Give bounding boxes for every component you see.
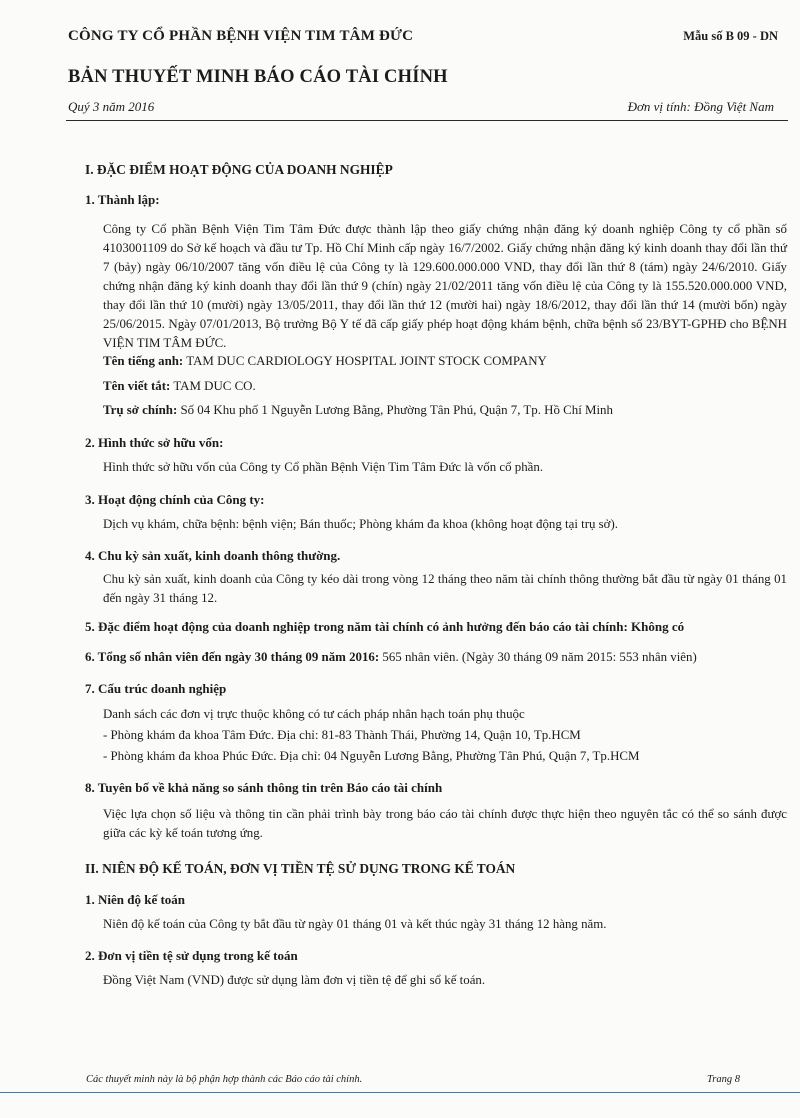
- s2-1-heading: 1. Niên độ kế toán: [85, 892, 186, 907]
- document-title: BẢN THUYẾT MINH BÁO CÁO TÀI CHÍNH: [68, 67, 448, 87]
- short-name-row: [103, 379, 256, 394]
- s1-2-heading: 2. Hình thức sở hữu vốn:: [85, 435, 224, 450]
- s2-2-heading: 2. Đơn vị tiền tệ sử dụng trong kế toán: [85, 948, 298, 963]
- s1-8-body: Việc lựa chọn số liệu và thông tin cần phải trình bày trong báo cáo tài chính được thực hiện theo nguyên tắc có thể so sánh được giữa các kỳ kế toán tương ứng.: [103, 807, 787, 840]
- footer-divider: [0, 1092, 800, 1093]
- s1-7-item: - Phòng khám đa khoa Tâm Đức. Địa chỉ: 81-83 Thành Thái, Phường 14, Quận 10, Tp.HCM: [103, 728, 581, 742]
- currency-unit: Đơn vị tính: Đồng Việt Nam: [627, 99, 774, 114]
- company-name: CÔNG TY CỔ PHẦN BỆNH VIỆN TIM TÂM ĐỨC: [68, 28, 414, 44]
- s1-2-body: Hình thức sở hữu vốn của Công ty Cổ phần Bệnh Viện Tim Tâm Đức là vốn cổ phần.: [103, 460, 544, 474]
- section-1-heading: I. ĐẶC ĐIỂM HOẠT ĐỘNG CỦA DOANH NGHIỆP: [85, 162, 393, 177]
- s1-8-heading: 8. Tuyên bố về khả năng so sánh thông tin trên Báo cáo tài chính: [85, 780, 443, 795]
- head-office-row: [103, 403, 613, 418]
- english-name-label: Tên tiếng anh:: [103, 354, 184, 368]
- short-name-value: TAM DUC CO.: [173, 379, 256, 393]
- s1-4-body: Chu kỳ sản xuất, kinh doanh của Công ty kéo dài trong vòng 12 tháng theo năm tài chính thông thường bắt đầu từ ngày 01 tháng 01 đến ngày 31 tháng 12.: [103, 572, 787, 605]
- s1-6-body: 565 nhân viên. (Ngày 30 tháng 09 năm 2015: 553 nhân viên): [382, 650, 697, 664]
- s1-4-heading: 4. Chu kỳ sản xuất, kinh doanh thông thường.: [85, 548, 341, 563]
- s1-3-body: Dịch vụ khám, chữa bệnh: bệnh viện; Bán thuốc; Phòng khám đa khoa (không hoạt động tại trụ sở).: [103, 517, 619, 531]
- page-number: Trang 8: [707, 1074, 740, 1085]
- short-name-label: Tên viết tắt:: [103, 379, 171, 393]
- header-divider: [66, 120, 788, 121]
- report-period: Quý 3 năm 2016: [68, 99, 155, 114]
- form-code: Mẫu số B 09 - DN: [683, 29, 778, 43]
- s2-2-body: Đồng Việt Nam (VND) được sử dụng làm đơn vị tiền tệ để ghi sổ kế toán.: [103, 973, 486, 987]
- s1-3-heading: 3. Hoạt động chính của Công ty:: [85, 492, 265, 507]
- english-name-value: TAM DUC CARDIOLOGY HOSPITAL JOINT STOCK COMPANY: [186, 354, 547, 368]
- s1-7-intro: Danh sách các đơn vị trực thuộc không có tư cách pháp nhân hạch toán phụ thuộc: [103, 707, 525, 721]
- s1-7-heading: 7. Cấu trúc doanh nghiệp: [85, 681, 227, 696]
- s1-6-heading: 6. Tổng số nhân viên đến ngày 30 tháng 09 năm 2016:: [85, 650, 380, 664]
- section-2-heading: II. NIÊN ĐỘ KẾ TOÁN, ĐƠN VỊ TIỀN TỆ SỬ DỤNG TRONG KẾ TOÁN: [85, 861, 516, 876]
- head-office-value: Số 04 Khu phố 1 Nguyễn Lương Bằng, Phường Tân Phú, Quận 7, Tp. Hồ Chí Minh: [180, 403, 613, 417]
- s1-5-heading: 5. Đặc điểm hoạt động của doanh nghiệp trong năm tài chính có ảnh hưởng đến báo cáo tài chính: Không có: [85, 619, 685, 634]
- s2-1-body: Niên độ kế toán của Công ty bắt đầu từ ngày 01 tháng 01 và kết thúc ngày 31 tháng 12 hàng năm.: [103, 917, 607, 931]
- english-name-row: [103, 354, 547, 369]
- s1-6-row: [85, 650, 697, 665]
- head-office-label: Trụ sở chính:: [103, 403, 178, 417]
- s1-7-item: - Phòng khám đa khoa Phúc Đức. Địa chỉ: 04 Nguyễn Lương Bằng, Phường Tân Phú, Quận 7, Tp.HCM: [103, 749, 640, 763]
- footer-note: Các thuyết minh này là bộ phận hợp thành các Báo cáo tài chính.: [86, 1074, 363, 1085]
- s1-1-body: Công ty Cổ phần Bệnh Viện Tim Tâm Đức được thành lập theo giấy chứng nhận đăng ký doanh nghiệp Công ty cổ phần số 4103001109 do Sở kế hoạch và đầu tư Tp. Hồ Chí Minh cấp ngày 16/7/2002. Giấy chứng nhận đăng ký kinh doanh thay đổi lần thứ 7 (bảy) ngày 06/10/2007 tăng vốn điều lệ của Công ty là 129.600.000.000 VND, thay đổi lần thứ 8 (tám) ngày 24/6/2010. Giấy chứng nhận đăng ký kinh doanh thay đổi lần thứ 9 (chín) ngày 21/02/2011 tăng vốn điều lệ của Công ty là 155.520.000.000 VND, thay đổi lần thứ 10 (mười) ngày 13/05/2011, thay đổi lần thứ 12 (mười hai) ngày 18/6/2012, thay đổi lần thứ 14 (mười bốn) ngày 25/06/2015. Ngày 07/01/2013, Bộ trưởng Bộ Y tế đã cấp giấy phép hoạt động khám bệnh, chữa bệnh số 23/BYT-GPHĐ cho BỆNH VIỆN TIM TÂM ĐỨC.: [103, 222, 787, 350]
- s1-1-heading: 1. Thành lập:: [85, 192, 160, 207]
